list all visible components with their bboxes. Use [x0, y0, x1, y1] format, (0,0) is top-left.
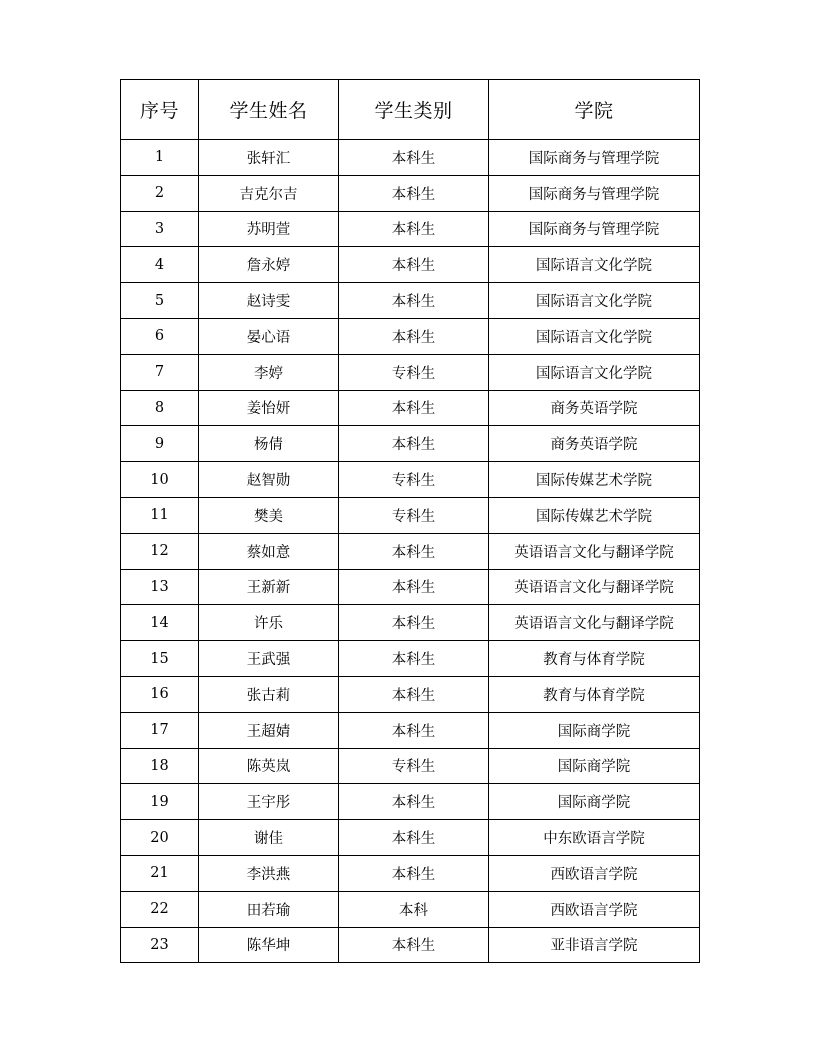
student-type-cell: 本科生: [339, 211, 489, 247]
table-row: [121, 784, 700, 820]
student-type-cell: 本科生: [339, 927, 489, 963]
serial-number-cell: 11: [121, 497, 199, 533]
college-cell: 英语语言文化与翻译学院: [489, 605, 700, 641]
student-name-cell: 晏心语: [199, 318, 339, 354]
table-row: [121, 140, 700, 176]
serial-number-cell: 13: [121, 569, 199, 605]
table-row: [121, 569, 700, 605]
student-name-cell: 吉克尔吉: [199, 175, 339, 211]
student-name-cell: 谢佳: [199, 820, 339, 856]
student-type-cell: 本科生: [339, 175, 489, 211]
table-row: [121, 605, 700, 641]
college-cell: 中东欧语言学院: [489, 820, 700, 856]
student-type-cell: 本科: [339, 891, 489, 927]
college-cell: 国际商务与管理学院: [489, 140, 700, 176]
serial-number-cell: 10: [121, 462, 199, 498]
table-row: [121, 426, 700, 462]
header-student-name: 学生姓名: [199, 80, 339, 140]
serial-number-cell: 21: [121, 855, 199, 891]
student-name-cell: 詹永婷: [199, 247, 339, 283]
table-row: [121, 641, 700, 677]
serial-number-cell: 12: [121, 533, 199, 569]
student-type-cell: 专科生: [339, 354, 489, 390]
college-cell: 国际传媒艺术学院: [489, 462, 700, 498]
serial-number-cell: 20: [121, 820, 199, 856]
student-type-cell: 本科生: [339, 855, 489, 891]
student-type-cell: 本科生: [339, 641, 489, 677]
student-name-cell: 赵智勋: [199, 462, 339, 498]
student-type-cell: 专科生: [339, 497, 489, 533]
college-cell: 教育与体育学院: [489, 641, 700, 677]
student-type-cell: 本科生: [339, 390, 489, 426]
table-row: [121, 820, 700, 856]
student-name-cell: 李婷: [199, 354, 339, 390]
table-row: [121, 175, 700, 211]
serial-number-cell: 16: [121, 676, 199, 712]
table-row: [121, 855, 700, 891]
student-name-cell: 王宇彤: [199, 784, 339, 820]
serial-number-cell: 6: [121, 318, 199, 354]
table-row: [121, 283, 700, 319]
college-cell: 英语语言文化与翻译学院: [489, 569, 700, 605]
college-cell: 国际语言文化学院: [489, 283, 700, 319]
student-name-cell: 樊美: [199, 497, 339, 533]
table-row: [121, 748, 700, 784]
college-cell: 国际语言文化学院: [489, 354, 700, 390]
student-type-cell: 本科生: [339, 605, 489, 641]
college-cell: 教育与体育学院: [489, 676, 700, 712]
student-type-cell: 本科生: [339, 784, 489, 820]
college-cell: 国际商学院: [489, 784, 700, 820]
student-name-cell: 蔡如意: [199, 533, 339, 569]
college-cell: 国际商学院: [489, 748, 700, 784]
serial-number-cell: 1: [121, 140, 199, 176]
table-row: [121, 390, 700, 426]
student-name-cell: 李洪燕: [199, 855, 339, 891]
table-row: [121, 927, 700, 963]
serial-number-cell: 5: [121, 283, 199, 319]
student-roster-table: [120, 79, 700, 963]
table-row: [121, 318, 700, 354]
student-type-cell: 本科生: [339, 140, 489, 176]
serial-number-cell: 2: [121, 175, 199, 211]
student-type-cell: 本科生: [339, 318, 489, 354]
college-cell: 英语语言文化与翻译学院: [489, 533, 700, 569]
student-name-cell: 田若瑜: [199, 891, 339, 927]
student-type-cell: 本科生: [339, 676, 489, 712]
student-type-cell: 专科生: [339, 462, 489, 498]
student-type-cell: 本科生: [339, 283, 489, 319]
serial-number-cell: 7: [121, 354, 199, 390]
header-serial-number: 序号: [121, 80, 199, 140]
serial-number-cell: 23: [121, 927, 199, 963]
table-row: [121, 462, 700, 498]
student-name-cell: 张轩汇: [199, 140, 339, 176]
serial-number-cell: 9: [121, 426, 199, 462]
serial-number-cell: 19: [121, 784, 199, 820]
table-row: [121, 891, 700, 927]
table-row: [121, 497, 700, 533]
serial-number-cell: 17: [121, 712, 199, 748]
header-student-type: 学生类别: [339, 80, 489, 140]
college-cell: 商务英语学院: [489, 426, 700, 462]
serial-number-cell: 22: [121, 891, 199, 927]
student-name-cell: 赵诗雯: [199, 283, 339, 319]
college-cell: 国际语言文化学院: [489, 318, 700, 354]
serial-number-cell: 18: [121, 748, 199, 784]
student-name-cell: 许乐: [199, 605, 339, 641]
college-cell: 亚非语言学院: [489, 927, 700, 963]
table-row: [121, 533, 700, 569]
table-row: [121, 676, 700, 712]
table-body: [121, 140, 700, 963]
college-cell: 国际传媒艺术学院: [489, 497, 700, 533]
student-type-cell: 本科生: [339, 712, 489, 748]
student-name-cell: 陈英岚: [199, 748, 339, 784]
serial-number-cell: 3: [121, 211, 199, 247]
college-cell: 国际商务与管理学院: [489, 175, 700, 211]
table-row: [121, 247, 700, 283]
student-name-cell: 王新新: [199, 569, 339, 605]
college-cell: 国际语言文化学院: [489, 247, 700, 283]
header-college: 学院: [489, 80, 700, 140]
college-cell: 国际商学院: [489, 712, 700, 748]
student-type-cell: 本科生: [339, 426, 489, 462]
serial-number-cell: 15: [121, 641, 199, 677]
college-cell: 商务英语学院: [489, 390, 700, 426]
student-name-cell: 王超婧: [199, 712, 339, 748]
student-name-cell: 姜怡妍: [199, 390, 339, 426]
student-type-cell: 专科生: [339, 748, 489, 784]
student-type-cell: 本科生: [339, 569, 489, 605]
student-name-cell: 王武强: [199, 641, 339, 677]
header-row: [121, 80, 700, 140]
student-name-cell: 杨倩: [199, 426, 339, 462]
student-name-cell: 张古莉: [199, 676, 339, 712]
table-header: [121, 80, 700, 140]
serial-number-cell: 4: [121, 247, 199, 283]
student-type-cell: 本科生: [339, 820, 489, 856]
college-cell: 西欧语言学院: [489, 891, 700, 927]
student-type-cell: 本科生: [339, 533, 489, 569]
college-cell: 国际商务与管理学院: [489, 211, 700, 247]
college-cell: 西欧语言学院: [489, 855, 700, 891]
table-row: [121, 354, 700, 390]
table-row: [121, 211, 700, 247]
serial-number-cell: 14: [121, 605, 199, 641]
student-name-cell: 陈华坤: [199, 927, 339, 963]
table-row: [121, 712, 700, 748]
serial-number-cell: 8: [121, 390, 199, 426]
student-name-cell: 苏明萱: [199, 211, 339, 247]
student-type-cell: 本科生: [339, 247, 489, 283]
